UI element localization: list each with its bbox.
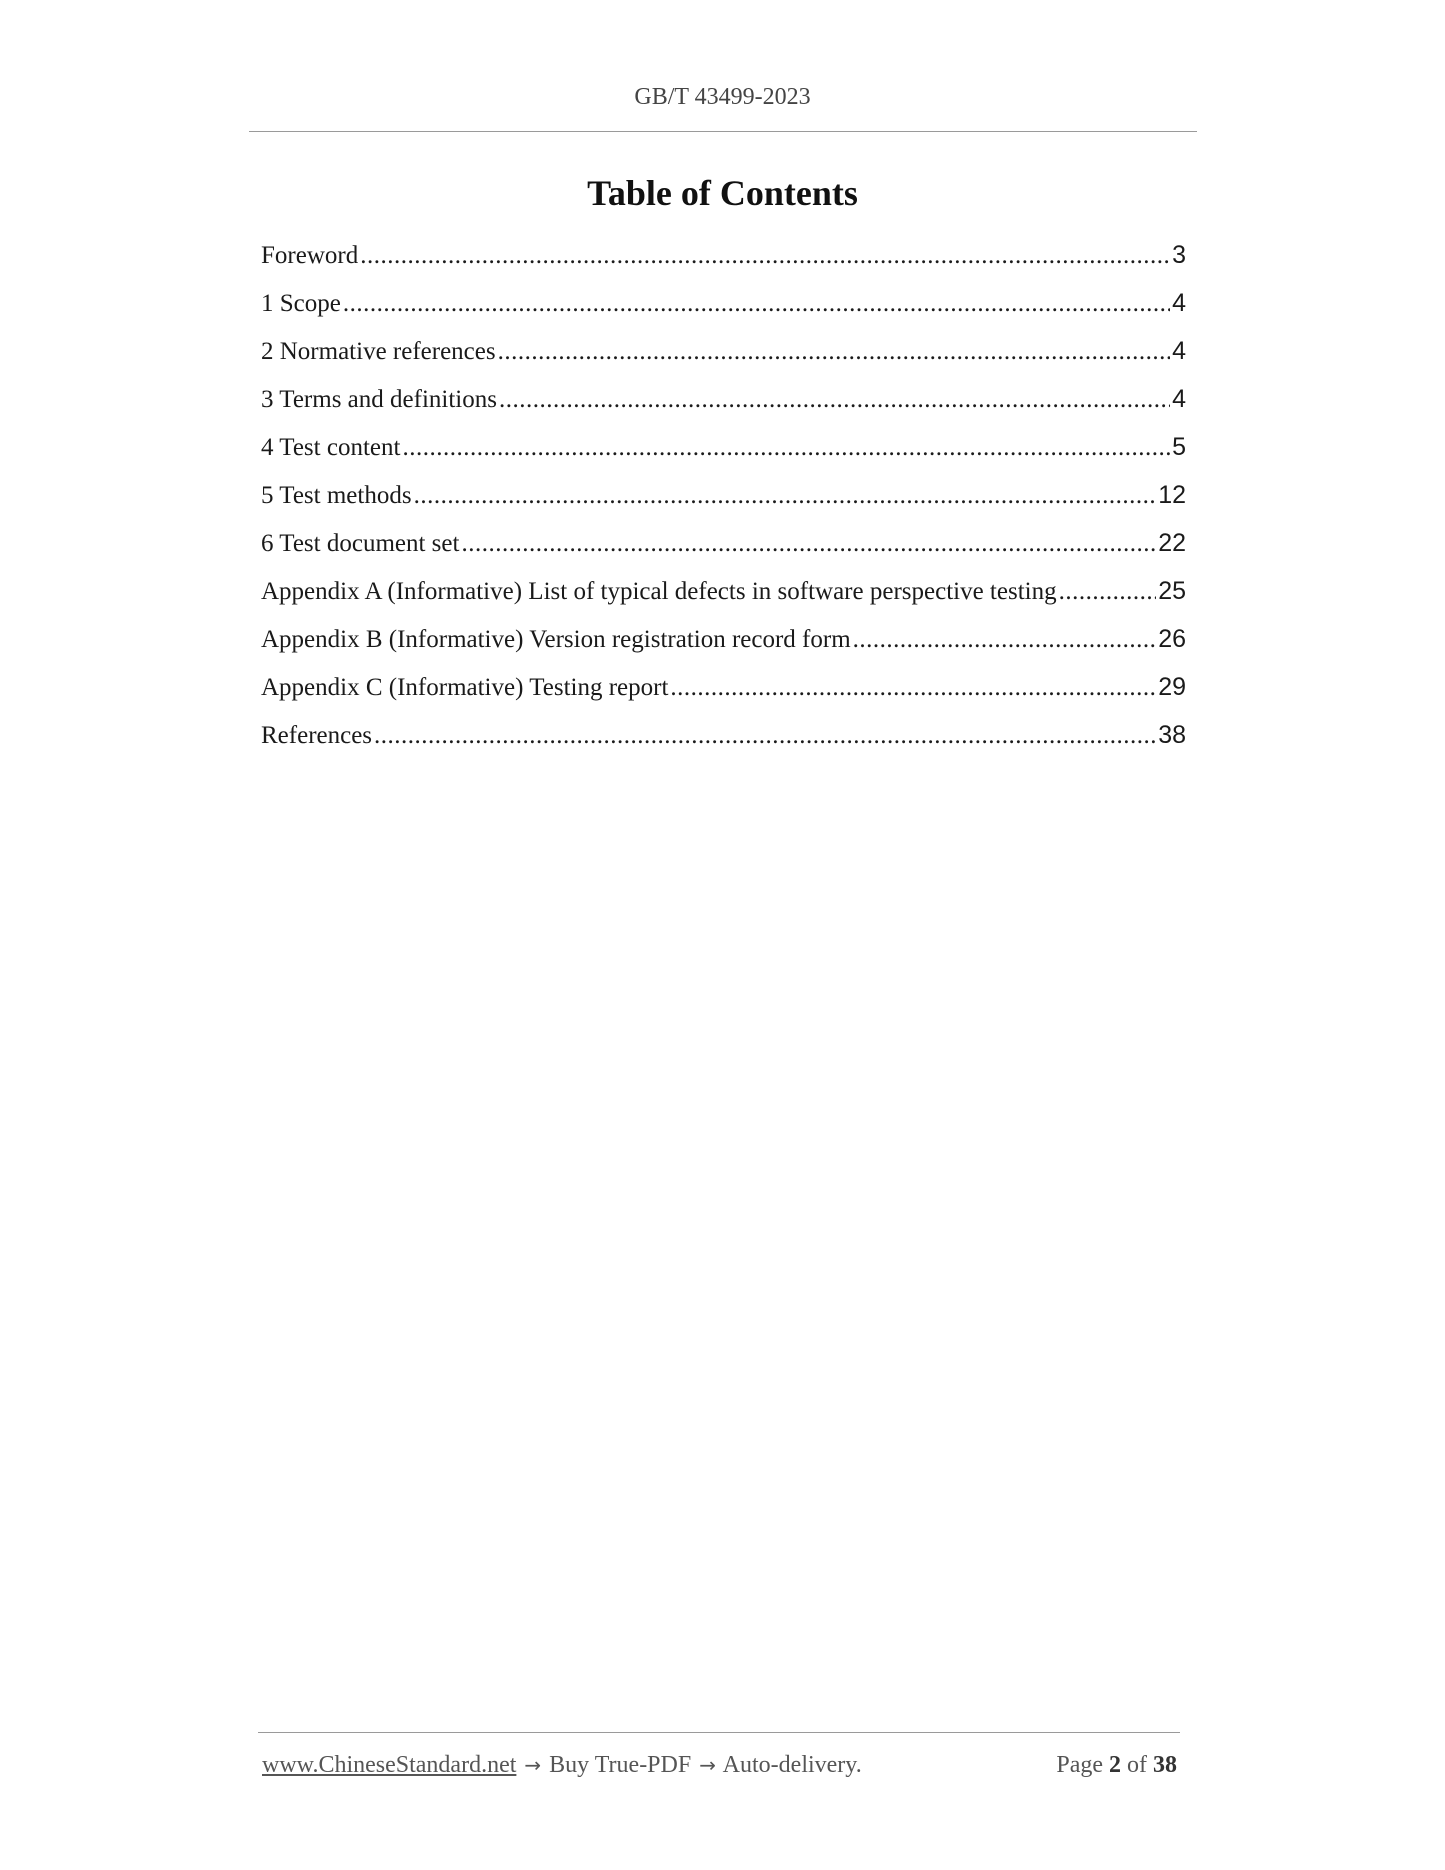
toc-page-number: 3 [1172,241,1186,269]
toc-page-number: 4 [1172,385,1186,413]
toc-entry-test-document-set[interactable] [261,529,1186,577]
header-divider [249,131,1197,132]
toc-page-number: 22 [1158,529,1186,557]
toc-entry-label: 2 Normative references [261,338,496,365]
toc-dot-leader [360,242,1170,270]
total-pages-number: 38 [1153,1752,1177,1778]
arrow-right-icon: → [524,1753,542,1777]
toc-entry-label: Appendix B (Informative) Version registration record form [261,626,851,653]
toc-dot-leader [498,338,1170,366]
current-page-number: 2 [1109,1752,1121,1778]
toc-dot-leader [670,674,1156,702]
toc-entry-test-methods[interactable] [261,481,1186,529]
toc-entry-label: 5 Test methods [261,482,412,509]
toc-entry-appendix-b[interactable] [261,625,1186,673]
toc-title: Table of Contents [587,173,858,213]
toc-dot-leader [343,290,1170,318]
toc-dot-leader [461,530,1156,558]
page-indicator [1056,1752,1177,1779]
toc-entry-label: 3 Terms and definitions [261,386,497,413]
running-header: GB/T 43499-2023 [634,84,811,110]
toc-list [261,241,1186,769]
website-link[interactable]: www.ChineseStandard.net [262,1752,517,1778]
toc-dot-leader [499,386,1170,414]
toc-entry-label: 4 Test content [261,434,401,461]
toc-entry-label: Appendix A (Informative) List of typical defects in software perspective testing [261,578,1057,605]
toc-entry-label: 6 Test document set [261,530,460,557]
toc-page-number: 4 [1172,337,1186,365]
toc-dot-leader [414,482,1157,510]
toc-page-number: 38 [1158,721,1186,749]
toc-entry-foreword[interactable] [261,241,1186,289]
footer-promo [262,1752,862,1779]
toc-entry-terms-and-definitions[interactable] [261,385,1186,433]
toc-entry-normative-references[interactable] [261,337,1186,385]
toc-entry-test-content[interactable] [261,433,1186,481]
toc-dot-leader [402,434,1170,462]
toc-dot-leader [374,722,1156,750]
footer-step-buy: Buy True-PDF [549,1752,692,1778]
toc-page-number: 29 [1158,673,1186,701]
toc-page-number: 26 [1158,625,1186,653]
toc-entry-appendix-c[interactable] [261,673,1186,721]
toc-dot-leader [1059,578,1157,606]
toc-entry-label: Appendix C (Informative) Testing report [261,674,669,701]
toc-entry-scope[interactable] [261,289,1186,337]
footer-divider [258,1732,1180,1733]
arrow-right-icon: → [699,1753,716,1777]
toc-entry-label: 1 Scope [261,290,341,317]
toc-page-number: 4 [1172,289,1186,317]
toc-page-number: 25 [1158,577,1186,605]
toc-dot-leader [853,626,1157,654]
toc-entry-references[interactable] [261,721,1186,769]
of-word: of [1127,1752,1147,1778]
toc-entry-label: Foreword [261,242,359,269]
toc-entry-appendix-a[interactable] [261,577,1186,625]
toc-entry-label: References [261,722,373,749]
toc-page-number: 5 [1172,433,1186,461]
footer-step-delivery: Auto-delivery. [722,1752,862,1778]
toc-page-number: 12 [1158,481,1186,509]
page-word: Page [1056,1752,1103,1778]
